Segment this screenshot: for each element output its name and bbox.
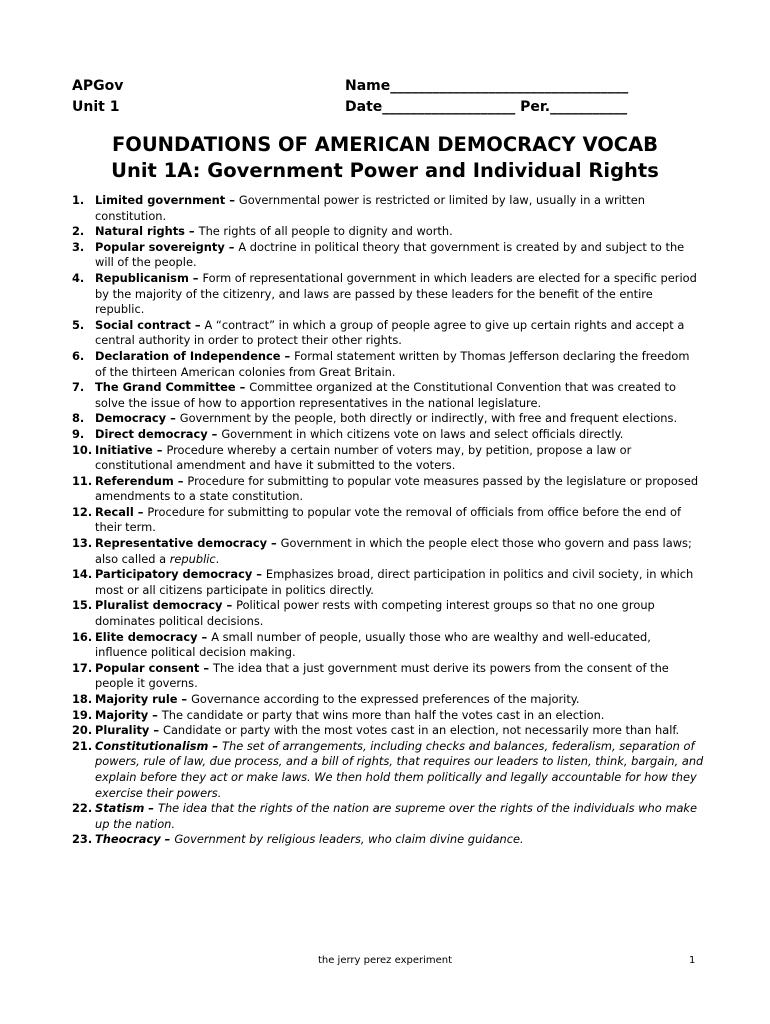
vocab-term: Participatory democracy bbox=[95, 567, 253, 582]
vocab-term: Pluralist democracy bbox=[95, 598, 223, 613]
vocab-item bbox=[72, 427, 704, 443]
vocab-entry bbox=[95, 318, 704, 349]
vocab-item bbox=[72, 567, 704, 598]
vocab-dash: – bbox=[208, 738, 223, 753]
vocab-definition: Government by religious leaders, who claim divine guidance. bbox=[174, 832, 524, 847]
vocab-dash: – bbox=[188, 270, 203, 285]
vocab-entry bbox=[95, 661, 704, 692]
vocab-number: 17. bbox=[72, 660, 93, 675]
vocab-term: Majority rule bbox=[95, 692, 178, 706]
unit-label: Unit 1 bbox=[72, 99, 120, 115]
vocab-item bbox=[72, 443, 704, 474]
vocab-item bbox=[72, 630, 704, 661]
vocab-entry bbox=[95, 567, 704, 598]
vocab-number: 19. bbox=[72, 707, 93, 722]
vocab-definition: Procedure for submitting to popular vote the removal of officials from office before the end of their term. bbox=[95, 504, 681, 535]
vocab-dash: – bbox=[184, 224, 199, 239]
vocab-dash: – bbox=[166, 411, 180, 426]
vocab-entry bbox=[95, 443, 704, 474]
vocab-dash: – bbox=[197, 629, 212, 644]
vocab-entry bbox=[95, 708, 704, 724]
vocab-item bbox=[72, 536, 704, 567]
vocab-number: 2. bbox=[72, 224, 85, 239]
vocab-definition: Procedure for submitting to popular vote measures passed by the legislature or proposed amendments to a state constitution. bbox=[95, 473, 699, 504]
vocab-term: Recall bbox=[95, 504, 134, 519]
vocab-entry bbox=[95, 474, 704, 505]
vocab-entry bbox=[95, 224, 704, 240]
name-line: Name__________________________________ bbox=[345, 78, 629, 94]
vocab-item bbox=[72, 271, 704, 318]
vocab-definition: Candidate or party with the most votes cast in an election, not necessarily more than half. bbox=[163, 723, 680, 738]
vocab-number: 9. bbox=[72, 426, 85, 441]
vocab-term: Democracy bbox=[95, 411, 167, 426]
vocab-definition: Governance according to the expressed preferences of the majority. bbox=[191, 692, 580, 706]
vocab-definition: The set of arrangements, including checks and balances, federalism, separation of powers, rule of law, due process, and a bill of rights, that requires our leaders to listen, think, bargain, and explain before they act or make laws. We then hold them politically and legally accountable for how they exercise their powers. bbox=[95, 738, 704, 800]
vocab-dash: – bbox=[252, 567, 266, 582]
vocab-entry bbox=[95, 692, 704, 708]
vocab-dash: – bbox=[199, 660, 213, 675]
vocab-entry bbox=[95, 536, 704, 567]
vocab-term: Theocracy bbox=[95, 832, 161, 847]
vocab-definition: The idea that a just government must derive its powers from the consent of the people it governs. bbox=[95, 660, 669, 691]
vocab-dash: – bbox=[152, 442, 167, 457]
vocab-dash: – bbox=[177, 692, 192, 706]
title-line-2: Unit 1A: Government Power and Individual Rights bbox=[111, 159, 659, 182]
vocab-dash: – bbox=[190, 317, 205, 332]
vocab-dash: – bbox=[207, 426, 222, 441]
vocab-dash: – bbox=[280, 348, 295, 363]
vocab-entry bbox=[95, 723, 704, 739]
vocab-term: Natural rights bbox=[95, 224, 185, 239]
vocab-term: Statism bbox=[95, 801, 145, 816]
title-line-1: FOUNDATIONS OF AMERICAN DEMOCRACY VOCAB bbox=[111, 133, 659, 156]
course-label: APGov bbox=[72, 78, 124, 94]
vocab-item bbox=[72, 224, 704, 240]
vocab-number: 18. bbox=[72, 692, 93, 706]
vocab-item bbox=[72, 739, 704, 801]
vocab-definition: The candidate or party that wins more than half the votes cast in an election. bbox=[161, 707, 605, 722]
vocab-number: 8. bbox=[72, 411, 85, 426]
vocab-item bbox=[72, 349, 704, 380]
vocab-term: Elite democracy bbox=[95, 629, 198, 644]
footer-text: the jerry perez experiment bbox=[317, 955, 453, 966]
vocab-number: 7. bbox=[72, 380, 85, 395]
vocab-term: Social contract bbox=[95, 317, 191, 332]
vocab-entry bbox=[95, 505, 704, 536]
vocab-entry bbox=[95, 801, 704, 832]
vocab-dash: – bbox=[148, 707, 162, 722]
vocab-definition: The rights of all people to dignity and worth. bbox=[198, 224, 453, 239]
vocab-entry bbox=[95, 832, 704, 848]
vocab-definition: Governmental power is restricted or limited by law, usually in a written constitution. bbox=[95, 193, 645, 223]
vocab-number: 5. bbox=[72, 317, 85, 332]
vocab-definition: Government in which citizens vote on laws and select officials directly. bbox=[221, 426, 624, 441]
vocab-item bbox=[72, 598, 704, 629]
vocab-dash: – bbox=[133, 504, 148, 519]
vocab-term: The Grand Committee bbox=[95, 380, 236, 395]
vocab-number: 23. bbox=[72, 832, 93, 847]
vocab-item bbox=[72, 380, 704, 411]
vocab-term: Republicanism bbox=[95, 270, 189, 285]
vocab-number: 21. bbox=[72, 738, 93, 753]
vocab-item bbox=[72, 474, 704, 505]
vocab-item bbox=[72, 723, 704, 739]
vocab-definition: A “contract” in which a group of people agree to give up certain rights and accept a central authority in order to protect their other rights. bbox=[95, 317, 685, 348]
vocab-entry bbox=[95, 630, 704, 661]
vocab-item bbox=[72, 411, 704, 427]
vocab-definition: Political power rests with competing interest groups so that no one group dominates political decisions. bbox=[95, 598, 655, 629]
vocab-dash: – bbox=[222, 598, 237, 613]
vocab-term: Limited government bbox=[95, 193, 226, 207]
date-period-line: Date___________________ Per.___________ bbox=[345, 99, 628, 115]
vocab-definition: Committee organized at the Constitutional Convention that was created to solve the issue of how to apportion representatives in the national legislature. bbox=[95, 380, 676, 410]
header-course-block bbox=[72, 76, 123, 118]
vocab-number: 10. bbox=[72, 442, 93, 457]
vocab-term: Plurality bbox=[95, 723, 150, 738]
vocab-number: 13. bbox=[72, 536, 93, 551]
header-student-block bbox=[345, 76, 628, 118]
vocab-entry bbox=[95, 739, 704, 801]
vocab-item bbox=[72, 708, 704, 724]
vocab-dash: – bbox=[144, 801, 158, 816]
vocab-term: Referendum bbox=[95, 473, 174, 488]
vocab-definition: A doctrine in political theory that government is created by and subject to the will of the people. bbox=[95, 239, 685, 270]
vocab-term: Popular sovereignty bbox=[95, 239, 225, 254]
vocab-term: Constitutionalism bbox=[95, 738, 209, 753]
vocab-number: 22. bbox=[72, 801, 93, 816]
vocab-entry bbox=[95, 380, 704, 411]
vocab-entry bbox=[95, 598, 704, 629]
vocab-term: Initiative bbox=[95, 442, 153, 457]
vocab-item bbox=[72, 505, 704, 536]
vocab-definition: Emphasizes broad, direct participation in politics and civil society, in which most or all citizens participate in politics directly. bbox=[95, 567, 694, 597]
vocab-definition: Procedure whereby a certain number of voters may, by petition, propose a law or constitutional amendment and have it submitted to the voters. bbox=[95, 442, 632, 473]
page-number: 1 bbox=[689, 955, 696, 966]
vocab-number: 16. bbox=[72, 629, 93, 644]
vocab-definition: Form of representational government in which leaders are elected for a specific period by the majority of the citizenry, and laws are passed by these leaders for the benefit of the entire republic. bbox=[95, 270, 697, 317]
vocab-item bbox=[72, 661, 704, 692]
vocab-number: 11. bbox=[72, 473, 93, 488]
vocab-entry bbox=[95, 193, 704, 224]
vocab-number: 15. bbox=[72, 598, 93, 613]
vocab-term: Majority bbox=[95, 707, 149, 722]
vocab-definition: The idea that the rights of the nation are supreme over the rights of the individuals who make up the nation. bbox=[95, 801, 698, 831]
vocab-item bbox=[72, 832, 704, 848]
vocab-list bbox=[72, 193, 704, 848]
vocab-entry bbox=[95, 427, 704, 443]
vocab-term: Direct democracy bbox=[95, 426, 208, 441]
vocab-definition: Government by the people, both directly or indirectly, with free and frequent elections. bbox=[179, 411, 678, 426]
vocab-definition: Formal statement written by Thomas Jefferson declaring the freedom of the thirteen American colonies from Great Britain. bbox=[95, 348, 690, 379]
vocab-definition-italic: republic bbox=[169, 551, 216, 566]
vocab-item bbox=[72, 692, 704, 708]
vocab-dash: – bbox=[149, 723, 163, 738]
vocab-dash: – bbox=[173, 473, 188, 488]
vocab-entry bbox=[95, 411, 704, 427]
vocab-dash: – bbox=[160, 832, 175, 847]
vocab-dash: – bbox=[224, 239, 239, 254]
vocab-number: 3. bbox=[72, 239, 85, 254]
vocab-number: 14. bbox=[72, 567, 93, 582]
vocab-definition: Government in which the people elect those who govern and pass laws; also called a bbox=[95, 536, 692, 566]
vocab-dash: – bbox=[267, 536, 281, 551]
vocab-entry bbox=[95, 240, 704, 271]
vocab-number: 20. bbox=[72, 723, 93, 738]
vocab-number: 1. bbox=[72, 193, 85, 207]
vocab-definition: A small number of people, usually those who are wealthy and well-educated, influence political decision making. bbox=[95, 629, 651, 660]
vocab-item bbox=[72, 240, 704, 271]
vocab-entry bbox=[95, 349, 704, 380]
vocab-term: Representative democracy bbox=[95, 536, 268, 551]
vocab-item bbox=[72, 801, 704, 832]
vocab-term: Declaration of Independence bbox=[95, 348, 281, 363]
page-title bbox=[0, 132, 770, 184]
vocab-item bbox=[72, 193, 704, 224]
vocab-dash: – bbox=[235, 380, 250, 395]
vocab-entry bbox=[95, 271, 704, 318]
vocab-number: 12. bbox=[72, 504, 93, 519]
vocab-dash: – bbox=[225, 193, 239, 207]
vocab-term: Popular consent bbox=[95, 660, 200, 675]
vocab-number: 6. bbox=[72, 348, 85, 363]
vocab-number: 4. bbox=[72, 270, 85, 285]
vocab-definition-end: . bbox=[215, 551, 220, 566]
vocab-item bbox=[72, 318, 704, 349]
